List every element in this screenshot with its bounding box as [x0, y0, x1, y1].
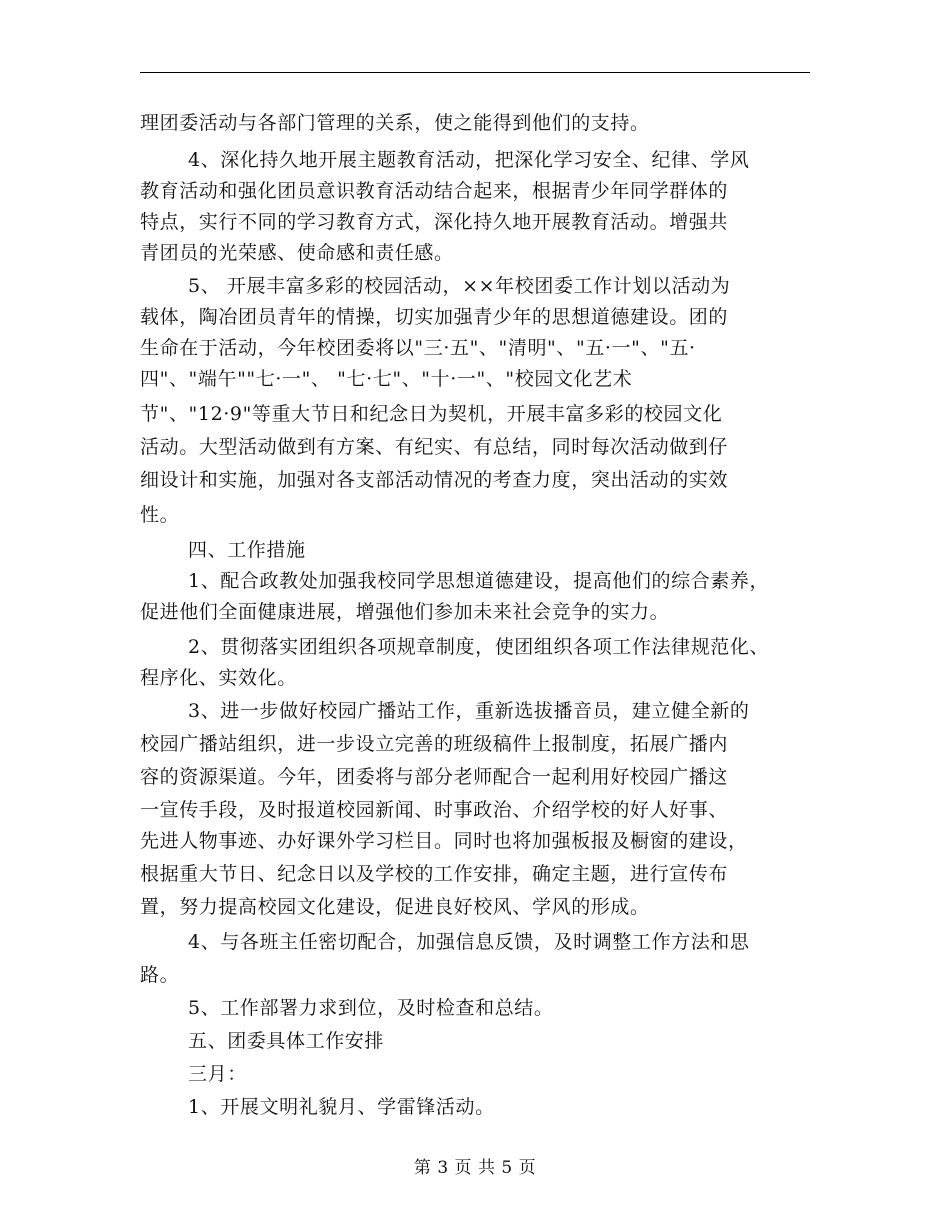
text-line: 2、贯彻落实团组织各项规章制度，使团组织各项工作法律规范化、 [188, 636, 770, 658]
text-line: 校园广播站组织，进一步设立完善的班级稿件上报制度，拓展广播内 [140, 733, 729, 755]
text-line: 四"、"端午""七·一"、 "七·七"、"十·一"、"校园文化艺术 [140, 368, 633, 390]
text-line: 根据重大节日、纪念日以及学校的工作安排，确定主题，进行宣传布 [140, 863, 729, 885]
page-number-footer: 第 3 页 共 5 页 [413, 1158, 537, 1178]
text-line: 4、深化持久地开展主题教育活动，把深化学习安全、纪律、学风 [188, 149, 750, 171]
subsection-heading: 三月： [188, 1063, 247, 1085]
text-line: 5、工作部署力求到位，及时检查和总结。 [188, 997, 554, 1019]
text-line: 先进人物事迹、办好课外学习栏目。同时也将加强板报及橱窗的建设， [140, 830, 748, 852]
section-heading: 五、团委具体工作安排 [188, 1030, 385, 1052]
text-line: 置，努力提高校园文化建设，促进良好校风、学风的形成。 [140, 896, 650, 918]
text-line: 活动。大型活动做到有方案、有纪实、有总结，同时每次活动做到仔 [140, 436, 729, 458]
text-line: 容的资源渠道。今年，团委将与部分老师配合一起利用好校园广播这 [140, 766, 729, 788]
text-line: 生命在于活动，今年校团委将以"三·五"、"清明"、"五·一"、"五· [140, 337, 696, 359]
text-line: 性。 [140, 504, 180, 526]
text-line: 细设计和实施，加强对各支部活动情况的考查力度，突出活动的实效 [140, 469, 729, 491]
text-line: 1、配合政教处加强我校同学思想道德建设，提高他们的综合素养， [188, 570, 770, 592]
section-heading: 四、工作措施 [188, 539, 306, 561]
text-line: 特点，实行不同的学习教育方式，深化持久地开展教育活动。增强共 [140, 211, 729, 233]
text-line: 教育活动和强化团员意识教育活动结合起来，根据青少年同学群体的 [140, 180, 729, 202]
text-line: 4、与各班主任密切配合，加强信息反馈，及时调整工作方法和思 [188, 931, 750, 953]
text-line: 促进他们全面健康进展，增强他们参加未来社会竞争的实力。 [140, 601, 670, 623]
header-rule [140, 72, 810, 73]
text-line: 载体，陶冶团员青年的情操，切实加强青少年的思想道德建设。团的 [140, 306, 729, 328]
text-line: 青团员的光荣感、使命感和责任感。 [140, 242, 454, 264]
text-line: 1、开展文明礼貌月、学雷锋活动。 [188, 1096, 495, 1118]
text-line: 节"、"12·9"等重大节日和纪念日为契机，开展丰富多彩的校园文化 [140, 403, 723, 425]
text-line: 3、进一步做好校园广播站工作，重新选拔播音员，建立健全新的 [188, 700, 750, 722]
text-line: 理团委活动与各部门管理的关系，使之能得到他们的支持。 [140, 112, 650, 134]
text-line: 5、 开展丰富多彩的校园活动，××年校团委工作计划以活动为 [188, 275, 731, 297]
text-line: 一宣传手段，及时报道校园新闻、时事政治、介绍学校的好人好事、 [140, 799, 729, 821]
text-line: 程序化、实效化。 [140, 667, 297, 689]
text-line: 路。 [140, 964, 180, 986]
